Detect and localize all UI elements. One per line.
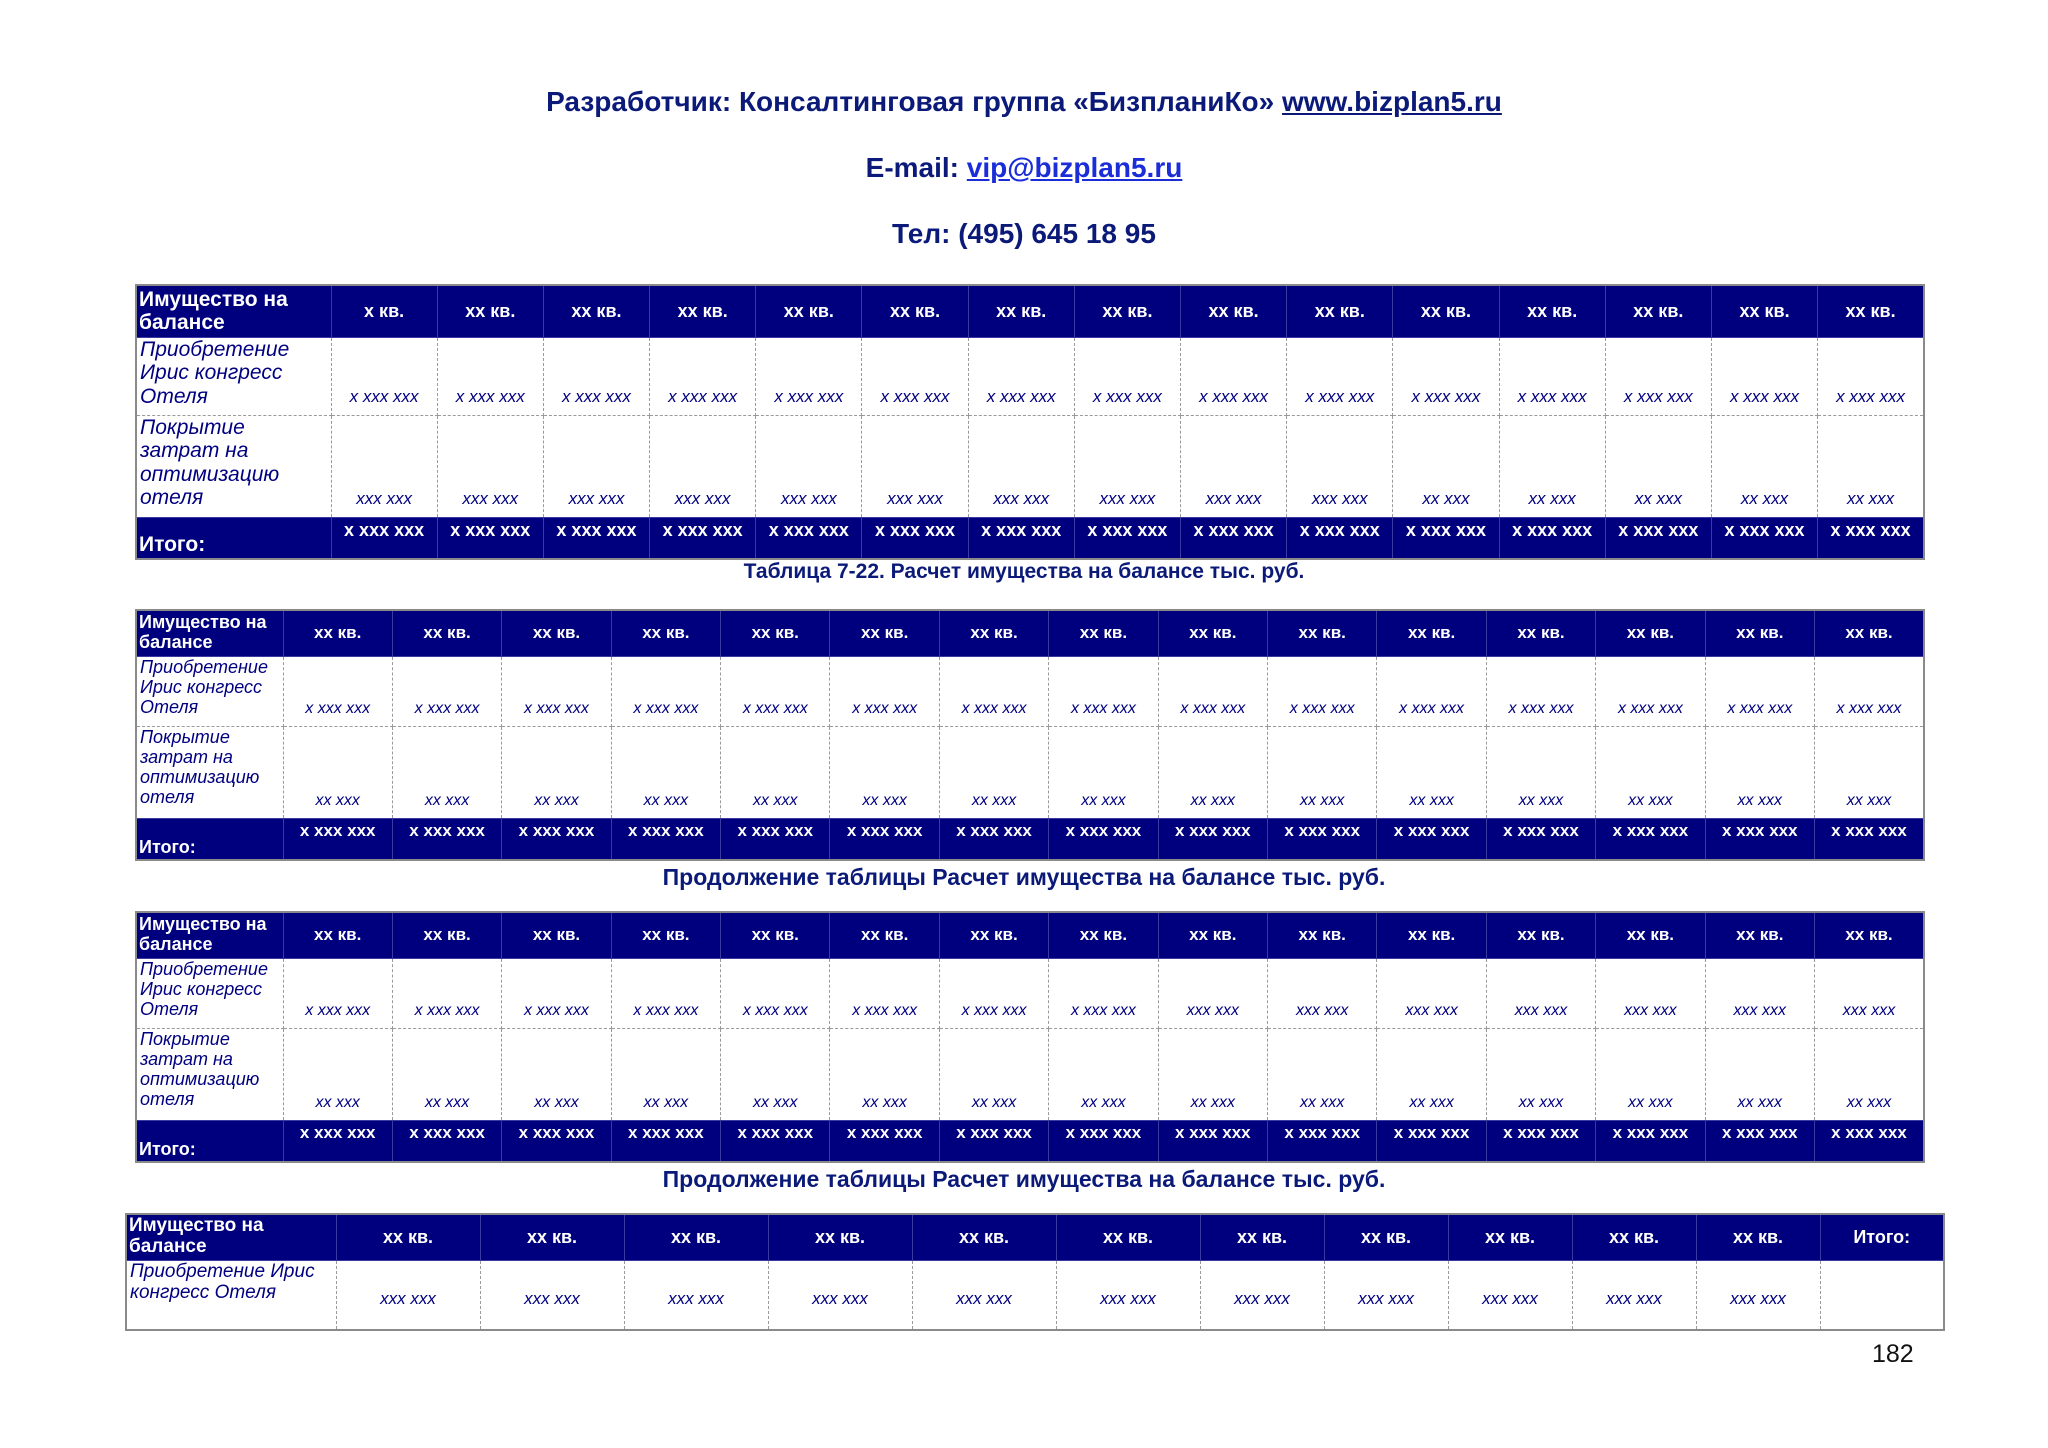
table-cell: хх ххх xyxy=(939,1028,1048,1120)
table-cell: х ххх ххх xyxy=(721,958,830,1028)
table-cell: х ххх ххх xyxy=(1818,337,1924,415)
quarter-header: хх кв. xyxy=(437,285,543,337)
quarter-header: хх кв. xyxy=(650,285,756,337)
table-cell: ххх ххх xyxy=(968,415,1074,517)
total-cell: х ххх ххх xyxy=(1705,1120,1814,1162)
table-cell: х ххх ххх xyxy=(543,337,649,415)
total-cell: х ххх ххх xyxy=(939,1120,1048,1162)
table-cell: х ххх ххх xyxy=(331,337,437,415)
total-cell: х ххх ххх xyxy=(1605,517,1711,559)
quarter-header: хх кв. xyxy=(1181,285,1287,337)
table-cell: ххх ххх xyxy=(1181,415,1287,517)
total-cell: х ххх ххх xyxy=(543,517,649,559)
email-line xyxy=(0,152,2048,184)
quarter-header: хх кв. xyxy=(1572,1214,1696,1260)
quarter-header: хх кв. xyxy=(1049,610,1158,656)
table-cell: хх ххх xyxy=(830,1028,939,1120)
table-cell: хх ххх xyxy=(721,1028,830,1120)
table-cell: х ххх ххх xyxy=(1596,656,1705,726)
row-label: Приобретение Ирис конгресс Отеля xyxy=(126,1260,336,1330)
table-cell: ххх ххх xyxy=(1158,958,1267,1028)
total-cell: х ххх ххх xyxy=(1049,818,1158,860)
total-cell: х ххх ххх xyxy=(611,1120,720,1162)
table-row xyxy=(126,1260,1944,1330)
table-row xyxy=(136,726,1924,818)
total-cell: х ххх ххх xyxy=(1074,517,1180,559)
table-cell: х ххх ххх xyxy=(1393,337,1499,415)
quarter-header: хх кв. xyxy=(1596,610,1705,656)
table-cell: х ххх ххх xyxy=(1377,656,1486,726)
table-row xyxy=(136,415,1924,517)
header-row xyxy=(126,1214,1944,1260)
total-cell: х ххх ххх xyxy=(968,517,1074,559)
quarter-header: хх кв. xyxy=(543,285,649,337)
total-cell: х ххх ххх xyxy=(1158,818,1267,860)
table-cell: ххх ххх xyxy=(862,415,968,517)
table-cell: хх ххх xyxy=(611,726,720,818)
table-caption: Продолжение таблицы Расчет имущества на балансе тыс. руб. xyxy=(662,864,1386,890)
table-cell: х ххх ххх xyxy=(968,337,1074,415)
row-label: Покрытие затрат на оптимизацию отеля xyxy=(136,726,283,818)
table-cell: ххх ххх xyxy=(437,415,543,517)
total-cell: х ххх ххх xyxy=(283,1120,392,1162)
total-cell: х ххх ххх xyxy=(830,1120,939,1162)
table-cell: х ххх ххх xyxy=(283,958,392,1028)
quarter-header: хх кв. xyxy=(768,1214,912,1260)
balance-table-4 xyxy=(125,1213,1945,1331)
quarter-header: хх кв. xyxy=(1200,1214,1324,1260)
table-cell: ххх ххх xyxy=(756,415,862,517)
header-row xyxy=(136,610,1924,656)
table-cell: хх ххх xyxy=(1268,726,1377,818)
table-cell: х ххх ххх xyxy=(1814,656,1924,726)
quarter-header: хх кв. xyxy=(1605,285,1711,337)
quarter-header: хх кв. xyxy=(502,610,611,656)
quarter-header: хх кв. xyxy=(1287,285,1393,337)
total-cell: х ххх ххх xyxy=(283,818,392,860)
table-cell: ххх ххх xyxy=(1486,958,1595,1028)
table-cell: хх ххх xyxy=(392,1028,501,1120)
table-cell: х ххх ххх xyxy=(650,337,756,415)
table-caption: Продолжение таблицы Расчет имущества на балансе тыс. руб. xyxy=(662,1166,1386,1192)
table-cell: ххх ххх xyxy=(1572,1260,1696,1330)
table-cell: ххх ххх xyxy=(543,415,649,517)
quarter-header: хх кв. xyxy=(611,610,720,656)
table-cell: хх ххх xyxy=(1705,1028,1814,1120)
quarter-header: хх кв. xyxy=(502,912,611,958)
row-label: Приобретение Ирис конгресс Отеля xyxy=(136,958,283,1028)
quarter-header: хх кв. xyxy=(1268,610,1377,656)
table-cell: х ххх ххх xyxy=(1268,656,1377,726)
total-cell: х ххх ххх xyxy=(721,818,830,860)
quarter-header: хх кв. xyxy=(1393,285,1499,337)
table-cell: хх ххх xyxy=(721,726,830,818)
total-header: Итого: xyxy=(1820,1214,1944,1260)
total-cell: х ххх ххх xyxy=(1377,818,1486,860)
table-cell: хх ххх xyxy=(1393,415,1499,517)
total-cell: х ххх ххх xyxy=(1181,517,1287,559)
quarter-header: хх кв. xyxy=(1268,912,1377,958)
total-cell: х ххх ххх xyxy=(502,818,611,860)
row-label: Приобретение Ирис конгресс Отеля xyxy=(136,337,331,415)
table-cell: ххх ххх xyxy=(1377,958,1486,1028)
quarter-header: хх кв. xyxy=(830,912,939,958)
developer-text: Разработчик: Консалтинговая группа «БизпланиКо» xyxy=(546,86,1282,117)
table-cell: х ххх ххх xyxy=(939,656,1048,726)
total-cell: х ххх ххх xyxy=(1287,517,1393,559)
table-cell: ххх ххх xyxy=(336,1260,480,1330)
table-cell: ххх ххх xyxy=(1448,1260,1572,1330)
total-cell: х ххх ххх xyxy=(392,1120,501,1162)
total-cell: х ххх ххх xyxy=(1377,1120,1486,1162)
total-cell: х ххх ххх xyxy=(502,1120,611,1162)
balance-table-2 xyxy=(135,609,1925,861)
table-cell: х ххх ххх xyxy=(830,958,939,1028)
quarter-header: хх кв. xyxy=(1814,610,1924,656)
total-cell: х ххх ххх xyxy=(756,517,862,559)
quarter-header: хх кв. xyxy=(830,610,939,656)
header-label: Имущество на балансе xyxy=(126,1214,336,1260)
table-cell: х ххх ххх xyxy=(611,958,720,1028)
table-cell: хх ххх xyxy=(1158,1028,1267,1120)
balance-table-3 xyxy=(135,911,1925,1163)
quarter-header: х кв. xyxy=(331,285,437,337)
table-cell: ххх ххх xyxy=(1696,1260,1820,1330)
quarter-header: хх кв. xyxy=(336,1214,480,1260)
table-cell: х ххх ххх xyxy=(1049,656,1158,726)
header-row xyxy=(136,912,1924,958)
total-cell: х ххх ххх xyxy=(939,818,1048,860)
table-cell: хх ххх xyxy=(1049,726,1158,818)
table-cell: х ххх ххх xyxy=(1049,958,1158,1028)
table-cell: ххх ххх xyxy=(1814,958,1924,1028)
quarter-header: хх кв. xyxy=(1377,610,1486,656)
row-label: Приобретение Ирис конгресс Отеля xyxy=(136,656,283,726)
table-row xyxy=(136,958,1924,1028)
table-cell: х ххх ххх xyxy=(862,337,968,415)
total-cell: х ххх ххх xyxy=(650,517,756,559)
table-cell: х ххх ххх xyxy=(392,656,501,726)
table-cell: х ххх ххх xyxy=(1711,337,1817,415)
table-cell: х ххх ххх xyxy=(721,656,830,726)
total-label: Итого: xyxy=(136,517,331,559)
total-cell: х ххх ххх xyxy=(1814,1120,1924,1162)
table-cell-empty xyxy=(1820,1260,1944,1330)
table-cell: ххх ххх xyxy=(480,1260,624,1330)
table-cell: ххх ххх xyxy=(1268,958,1377,1028)
table-cell: ххх ххх xyxy=(912,1260,1056,1330)
table-cell: хх ххх xyxy=(611,1028,720,1120)
table-cell: ххх ххх xyxy=(624,1260,768,1330)
header-label: Имущество на балансе xyxy=(136,912,283,958)
table-cell: х ххх ххх xyxy=(756,337,862,415)
quarter-header: хх кв. xyxy=(1705,610,1814,656)
table-cell: хх ххх xyxy=(1605,415,1711,517)
table-cell: х ххх ххх xyxy=(1605,337,1711,415)
total-cell: х ххх ххх xyxy=(1705,818,1814,860)
table-cell: хх ххх xyxy=(1596,726,1705,818)
quarter-header: хх кв. xyxy=(283,610,392,656)
table-cell: ххх ххх xyxy=(331,415,437,517)
total-cell: х ххх ххх xyxy=(1486,818,1595,860)
total-cell: х ххх ххх xyxy=(1049,1120,1158,1162)
table-cell: х ххх ххх xyxy=(392,958,501,1028)
quarter-header: хх кв. xyxy=(968,285,1074,337)
quarter-header: хх кв. xyxy=(721,912,830,958)
total-cell: х ххх ххх xyxy=(392,818,501,860)
total-cell: х ххх ххх xyxy=(1158,1120,1267,1162)
table-cell: х ххх ххх xyxy=(1074,337,1180,415)
total-cell: х ххх ххх xyxy=(1268,818,1377,860)
total-cell: х ххх ххх xyxy=(1596,1120,1705,1162)
table-cell: ххх ххх xyxy=(650,415,756,517)
quarter-header: хх кв. xyxy=(1814,912,1924,958)
quarter-header: хх кв. xyxy=(1818,285,1924,337)
table-row xyxy=(136,656,1924,726)
table-cell: хх ххх xyxy=(1499,415,1605,517)
table-row xyxy=(136,1028,1924,1120)
quarter-header: хх кв. xyxy=(1324,1214,1448,1260)
table-cell: хх ххх xyxy=(392,726,501,818)
table-cell: хх ххх xyxy=(1049,1028,1158,1120)
total-cell: х ххх ххх xyxy=(1486,1120,1595,1162)
table-cell: х ххх ххх xyxy=(283,656,392,726)
table-cell: хх ххх xyxy=(502,1028,611,1120)
table-cell: ххх ххх xyxy=(768,1260,912,1330)
total-cell: х ххх ххх xyxy=(1393,517,1499,559)
table-cell: х ххх ххх xyxy=(830,656,939,726)
email-link[interactable]: vip@bizplan5.ru xyxy=(966,152,1183,183)
total-row xyxy=(136,1120,1924,1162)
quarter-header: хх кв. xyxy=(721,610,830,656)
quarter-header: хх кв. xyxy=(756,285,862,337)
total-cell: х ххх ххх xyxy=(1268,1120,1377,1162)
row-label: Покрытие затрат на оптимизацию отеля xyxy=(136,415,331,517)
quarter-header: хх кв. xyxy=(1486,912,1595,958)
table-cell: хх ххх xyxy=(1705,726,1814,818)
table-cell: х ххх ххх xyxy=(502,958,611,1028)
quarter-header: хх кв. xyxy=(611,912,720,958)
table-cell: хх ххх xyxy=(1818,415,1924,517)
table-cell: х ххх ххх xyxy=(1705,656,1814,726)
table-cell: х ххх ххх xyxy=(611,656,720,726)
page-number: 182 xyxy=(1872,1340,1914,1368)
quarter-header: хх кв. xyxy=(392,912,501,958)
table-cell: ххх ххх xyxy=(1324,1260,1448,1330)
table-cell: х ххх ххх xyxy=(939,958,1048,1028)
table-cell: ххх ххх xyxy=(1074,415,1180,517)
phone-line: Тел: (495) 645 18 95 xyxy=(892,218,1156,249)
total-label: Итого: xyxy=(136,1120,283,1162)
quarter-header: хх кв. xyxy=(1158,610,1267,656)
table-cell: ххх ххх xyxy=(1200,1260,1324,1330)
quarter-header: хх кв. xyxy=(862,285,968,337)
quarter-header: хх кв. xyxy=(1074,285,1180,337)
quarter-header: хх кв. xyxy=(480,1214,624,1260)
quarter-header: хх кв. xyxy=(939,610,1048,656)
total-cell: х ххх ххх xyxy=(830,818,939,860)
total-label: Итого: xyxy=(136,818,283,860)
table-cell: хх ххх xyxy=(283,726,392,818)
quarter-header: хх кв. xyxy=(1056,1214,1200,1260)
table-cell: хх ххх xyxy=(502,726,611,818)
quarter-header: хх кв. xyxy=(939,912,1048,958)
quarter-header: хх кв. xyxy=(1596,912,1705,958)
table-cell: х ххх ххх xyxy=(1287,337,1393,415)
quarter-header: хх кв. xyxy=(1711,285,1817,337)
quarter-header: хх кв. xyxy=(392,610,501,656)
table-cell: хх ххх xyxy=(1377,726,1486,818)
email-label: E-mail: xyxy=(865,152,967,183)
quarter-header: хх кв. xyxy=(1049,912,1158,958)
total-cell: х ххх ххх xyxy=(1596,818,1705,860)
table-caption: Таблица 7-22. Расчет имущества на балансе тыс. руб. xyxy=(743,560,1305,583)
table-row xyxy=(136,337,1924,415)
quarter-header: хх кв. xyxy=(1448,1214,1572,1260)
table-cell: хх ххх xyxy=(1268,1028,1377,1120)
balance-table-1 xyxy=(135,284,1925,560)
total-cell: х ххх ххх xyxy=(331,517,437,559)
developer-line xyxy=(0,86,2048,118)
quarter-header: хх кв. xyxy=(624,1214,768,1260)
table-cell: ххх ххх xyxy=(1596,958,1705,1028)
table-cell: хх ххх xyxy=(1596,1028,1705,1120)
quarter-header: хх кв. xyxy=(1705,912,1814,958)
total-row xyxy=(136,517,1924,559)
row-label: Покрытие затрат на оптимизацию отеля xyxy=(136,1028,283,1120)
header-row xyxy=(136,285,1924,337)
table-cell: х ххх ххх xyxy=(1158,656,1267,726)
table-cell: х ххх ххх xyxy=(437,337,543,415)
table-cell: ххх ххх xyxy=(1705,958,1814,1028)
table-cell: хх ххх xyxy=(283,1028,392,1120)
quarter-header: хх кв. xyxy=(1696,1214,1820,1260)
table-cell: х ххх ххх xyxy=(1499,337,1605,415)
table-cell: хх ххх xyxy=(939,726,1048,818)
quarter-header: хх кв. xyxy=(1499,285,1605,337)
total-cell: х ххх ххх xyxy=(1711,517,1817,559)
quarter-header: хх кв. xyxy=(1377,912,1486,958)
total-cell: х ххх ххх xyxy=(1818,517,1924,559)
total-cell: х ххх ххх xyxy=(437,517,543,559)
table-cell: хх ххх xyxy=(1486,726,1595,818)
table-cell: ххх ххх xyxy=(1056,1260,1200,1330)
table-cell: ххх ххх xyxy=(1287,415,1393,517)
table-cell: хх ххх xyxy=(1711,415,1817,517)
quarter-header: хх кв. xyxy=(1486,610,1595,656)
table-cell: хх ххх xyxy=(1814,726,1924,818)
quarter-header: хх кв. xyxy=(912,1214,1056,1260)
website-link[interactable]: www.bizplan5.ru xyxy=(1282,86,1502,117)
total-cell: х ххх ххх xyxy=(862,517,968,559)
table-cell: хх ххх xyxy=(1377,1028,1486,1120)
table-cell: х ххх ххх xyxy=(502,656,611,726)
header-label: Имущество на балансе xyxy=(136,285,331,337)
table-cell: хх ххх xyxy=(830,726,939,818)
table-cell: хх ххх xyxy=(1486,1028,1595,1120)
quarter-header: хх кв. xyxy=(1158,912,1267,958)
table-cell: х ххх ххх xyxy=(1181,337,1287,415)
table-cell: хх ххх xyxy=(1814,1028,1924,1120)
total-cell: х ххх ххх xyxy=(1499,517,1605,559)
total-cell: х ххх ххх xyxy=(1814,818,1924,860)
total-cell: х ххх ххх xyxy=(721,1120,830,1162)
table-cell: х ххх ххх xyxy=(1486,656,1595,726)
table-cell: хх ххх xyxy=(1158,726,1267,818)
total-cell: х ххх ххх xyxy=(611,818,720,860)
quarter-header: хх кв. xyxy=(283,912,392,958)
total-row xyxy=(136,818,1924,860)
header-label: Имущество на балансе xyxy=(136,610,283,656)
